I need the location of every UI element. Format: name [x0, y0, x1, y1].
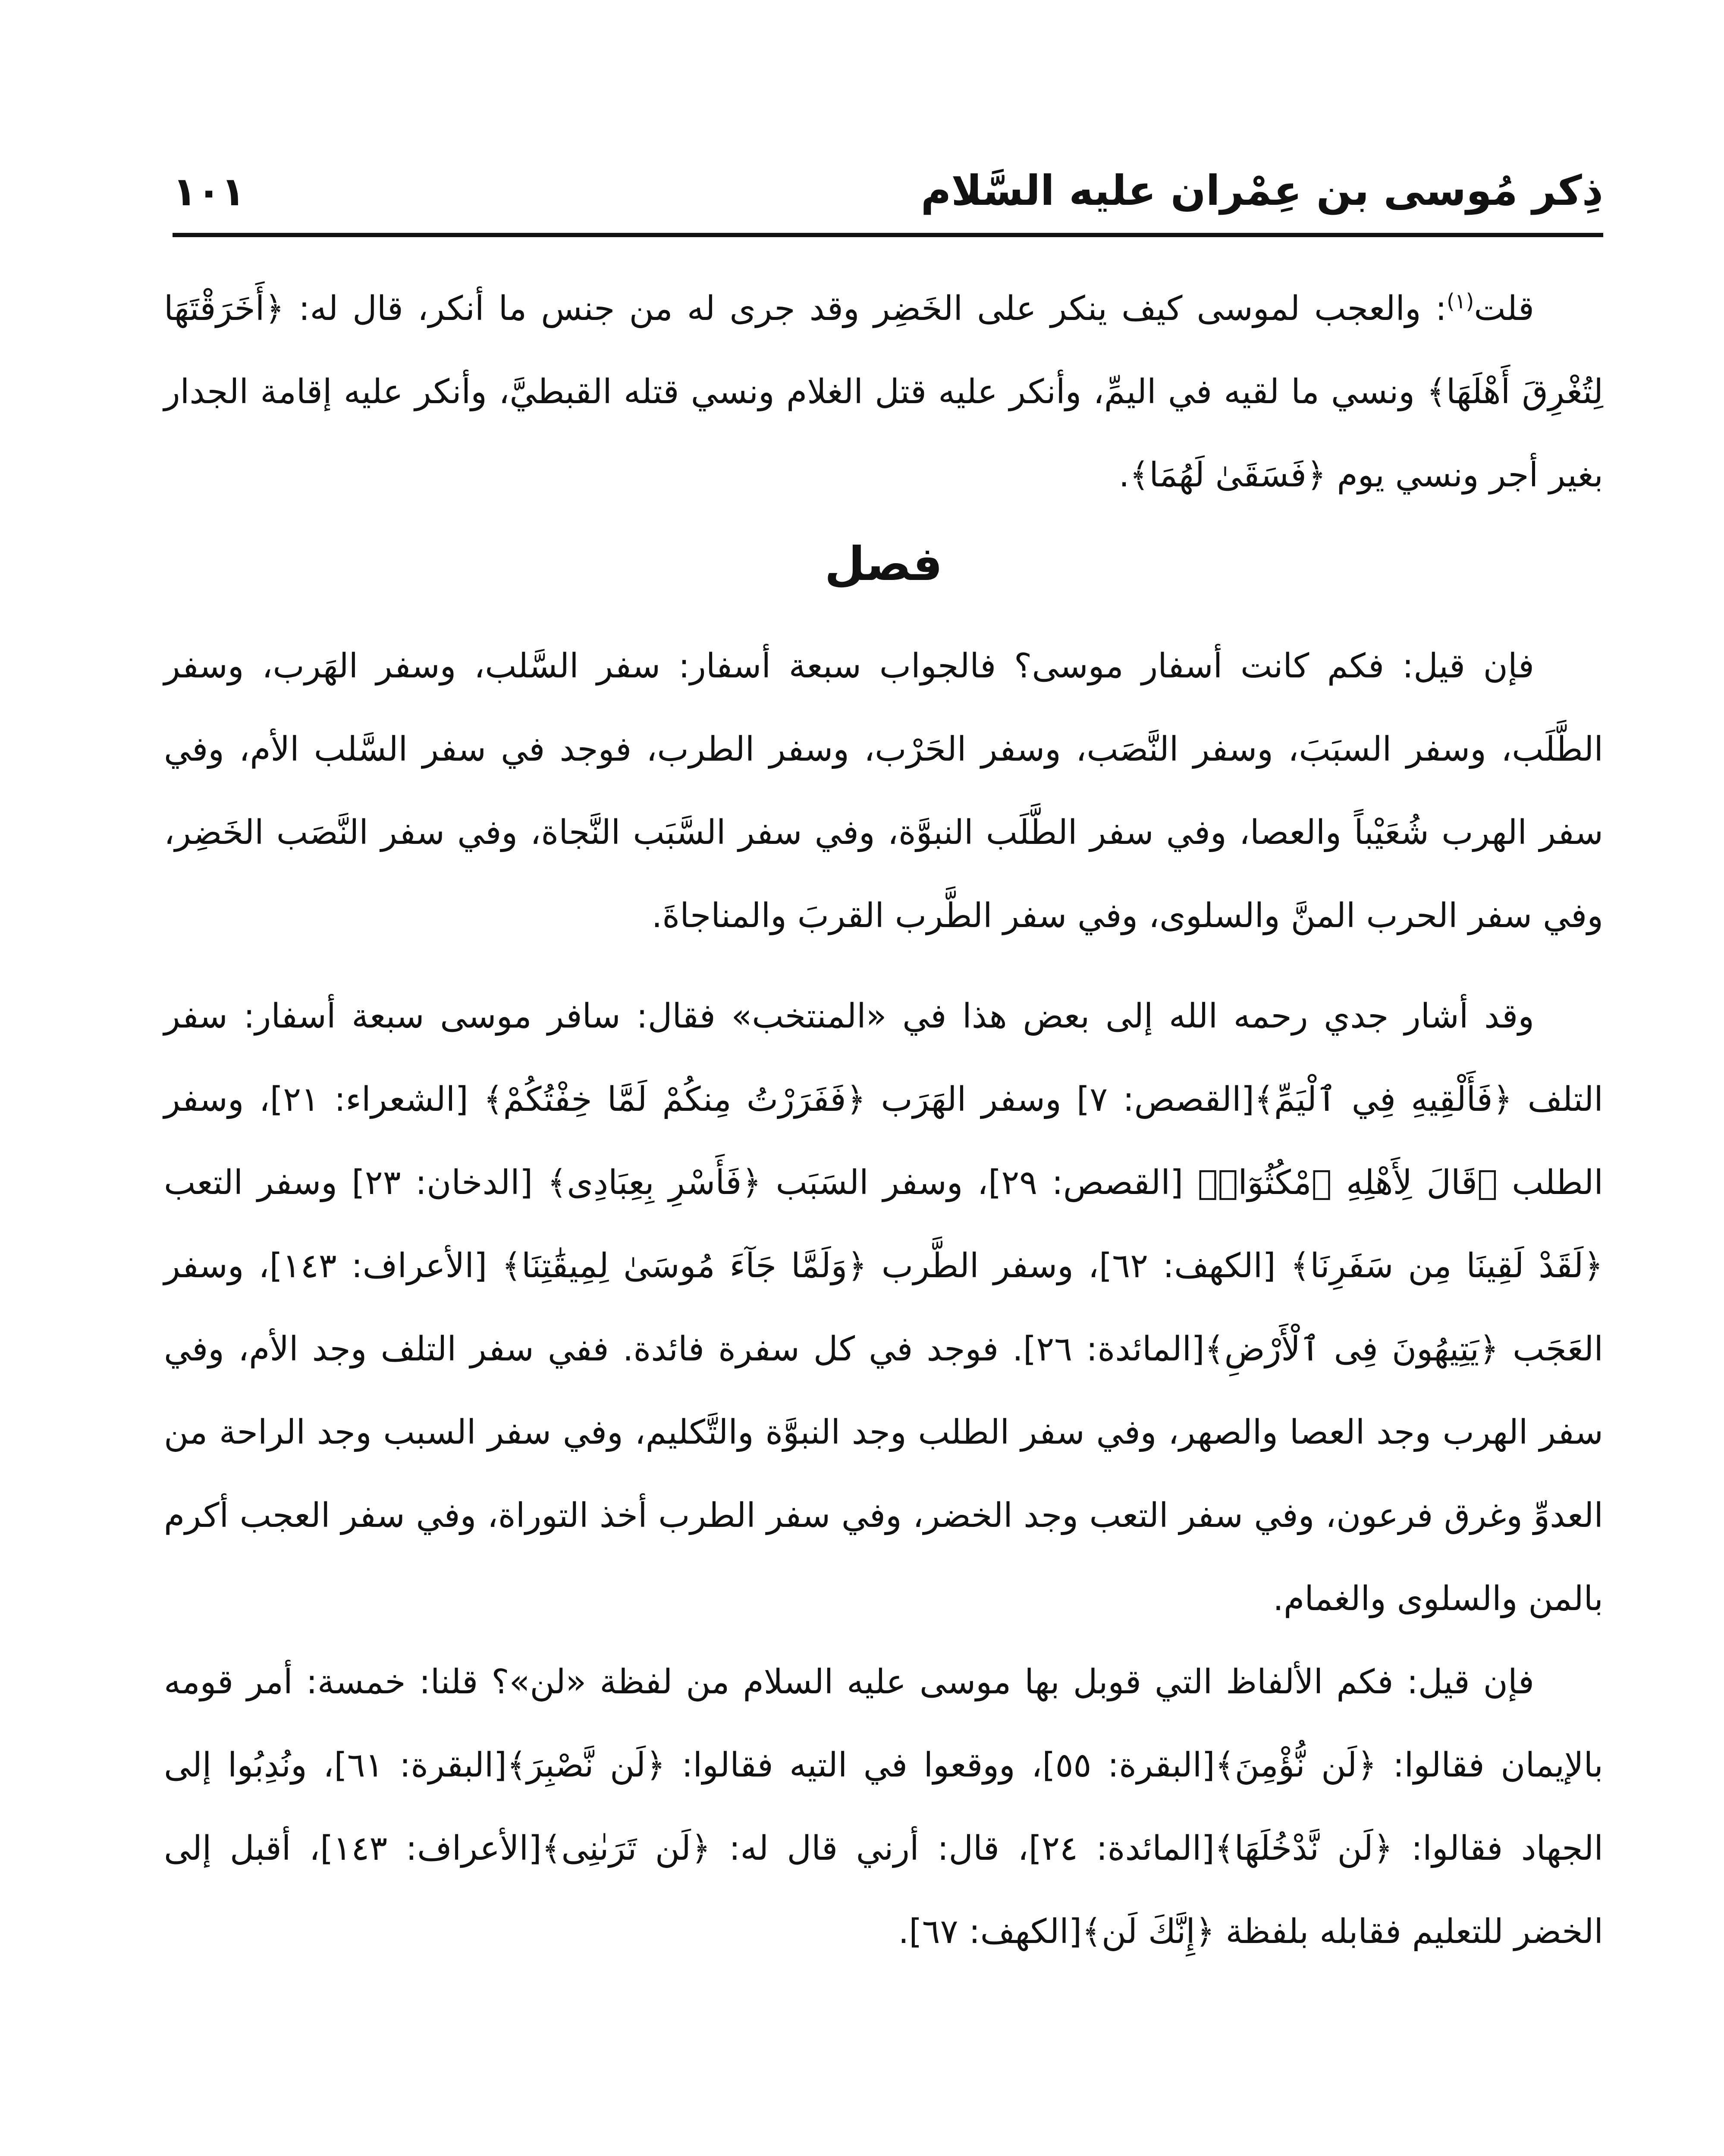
footnote-reference: (١)	[1447, 289, 1474, 313]
header-rule	[173, 233, 1603, 237]
page-number: ١٠١	[173, 168, 245, 215]
paragraph-4: فإن قيل: فكم الألفاظ التي قوبل بها موسى عليه السلام من لفظة «لن»؟ قلنا: خمسة: أمر قومه بالإيمان فقالوا: ﴿لَن نُّؤْمِنَ﴾[البقرة: ٥٥]، ووقعوا في التيه فقالوا: ﴿لَن نَّصْبِرَ﴾[البقرة: ٦١]، ونُدِبُوا إلى الجهاد فقالوا: ﴿لَن نَّدْخُلَهَا﴾[المائدة: ٢٤]، قال: أرني قال له: ﴿لَن تَرَىٰنِى﴾[الأعراف: ١٤٣]، أقبل إلى الخضر للتعليم فقابله بلفظة ﴿إِنَّكَ لَن﴾[الكهف: ٦٧].	[164, 1663, 1604, 1951]
paragraph-1-lead: قلت	[1474, 289, 1534, 328]
paragraph-1-text: : والعجب لموسى كيف ينكر على الخَضِر وقد جرى له من جنس ما أنكر، قال له: ﴿أَخَرَقْتَهَا لِتُغْرِقَ أَهْلَهَا﴾ ونسي ما لقيه في اليمِّ، وأنكر عليه قتل الغلام ونسي قتله القبطيَّ، وأنكر عليه إقامة الجدار بغير أجر ونسي يوم ﴿فَسَقَىٰ لَهُمَا﴾.	[164, 289, 1603, 495]
running-title: ذِكر مُوسى بن عِمْران عليه السَّلام	[920, 166, 1603, 215]
paragraph-1	[164, 267, 1603, 517]
body-text	[164, 267, 1603, 1974]
page-header	[173, 129, 1603, 216]
section-heading: فصل	[824, 537, 943, 591]
paragraph-3: وقد أشار جدي رحمه الله إلى بعض هذا في «المنتخب» فقال: سافر موسى سبعة أسفار: سفر التلف ﴿فَأَلْقِيهِ فِي ٱلْيَمِّ﴾[القصص: ٧] وسفر الهَرَب ﴿فَفَرَرْتُ مِنكُمْ لَمَّا خِفْتُكُمْ﴾ [الشعراء: ٢١]، وسفر الطلب ﴿قَالَ لِأَهْلِهِ ٱمْكُثُوٓا۟﴾ [القصص: ٢٩]، وسفر السَبَب ﴿فَأَسْرِ بِعِبَادِى﴾ [الدخان: ٢٣] وسفر التعب ﴿لَقَدْ لَقِينَا مِن سَفَرِنَا﴾ [الكهف: ٦٢]، وسفر الطَّرب ﴿وَلَمَّا جَآءَ مُوسَىٰ لِمِيقَٰتِنَا﴾ [الأعراف: ١٤٣]، وسفر العَجَب ﴿يَتِيهُونَ فِى ٱلْأَرْضِ﴾[المائدة: ٢٦]. فوجد في كل سفرة فائدة. ففي سفر التلف وجد الأم، وفي سفر الهرب وجد العصا والصهر، وفي سفر الطلب وجد النبوَّة والتَّكليم، وفي سفر السبب وجد الراحة من العدوِّ وغرق فرعون، وفي سفر التعب وجد الخضر، وفي سفر الطرب أخذ التوراة، وفي سفر العجب أكرم بالمن والسلوى والغمام.	[164, 997, 1603, 1618]
paragraph-2: فإن قيل: فكم كانت أسفار موسى؟ فالجواب سبعة أسفار: سفر السَّلب، وسفر الهَرب، وسفر الطَّلَب، وسفر السبَبَ، وسفر النَّصَب، وسفر الحَرْب، وسفر الطرب، فوجد في سفر السَّلب الأم، وفي سفر الهرب شُعَيْباً والعصا، وفي سفر الطَّلَب النبوَّة، وفي سفر السَّبَب النَّجاة، وفي سفر النَّصَب الخَضِر، وفي سفر الحرب المنَّ والسلوى، وفي سفر الطَّرب القربَ والمناجاةَ.	[164, 647, 1603, 935]
